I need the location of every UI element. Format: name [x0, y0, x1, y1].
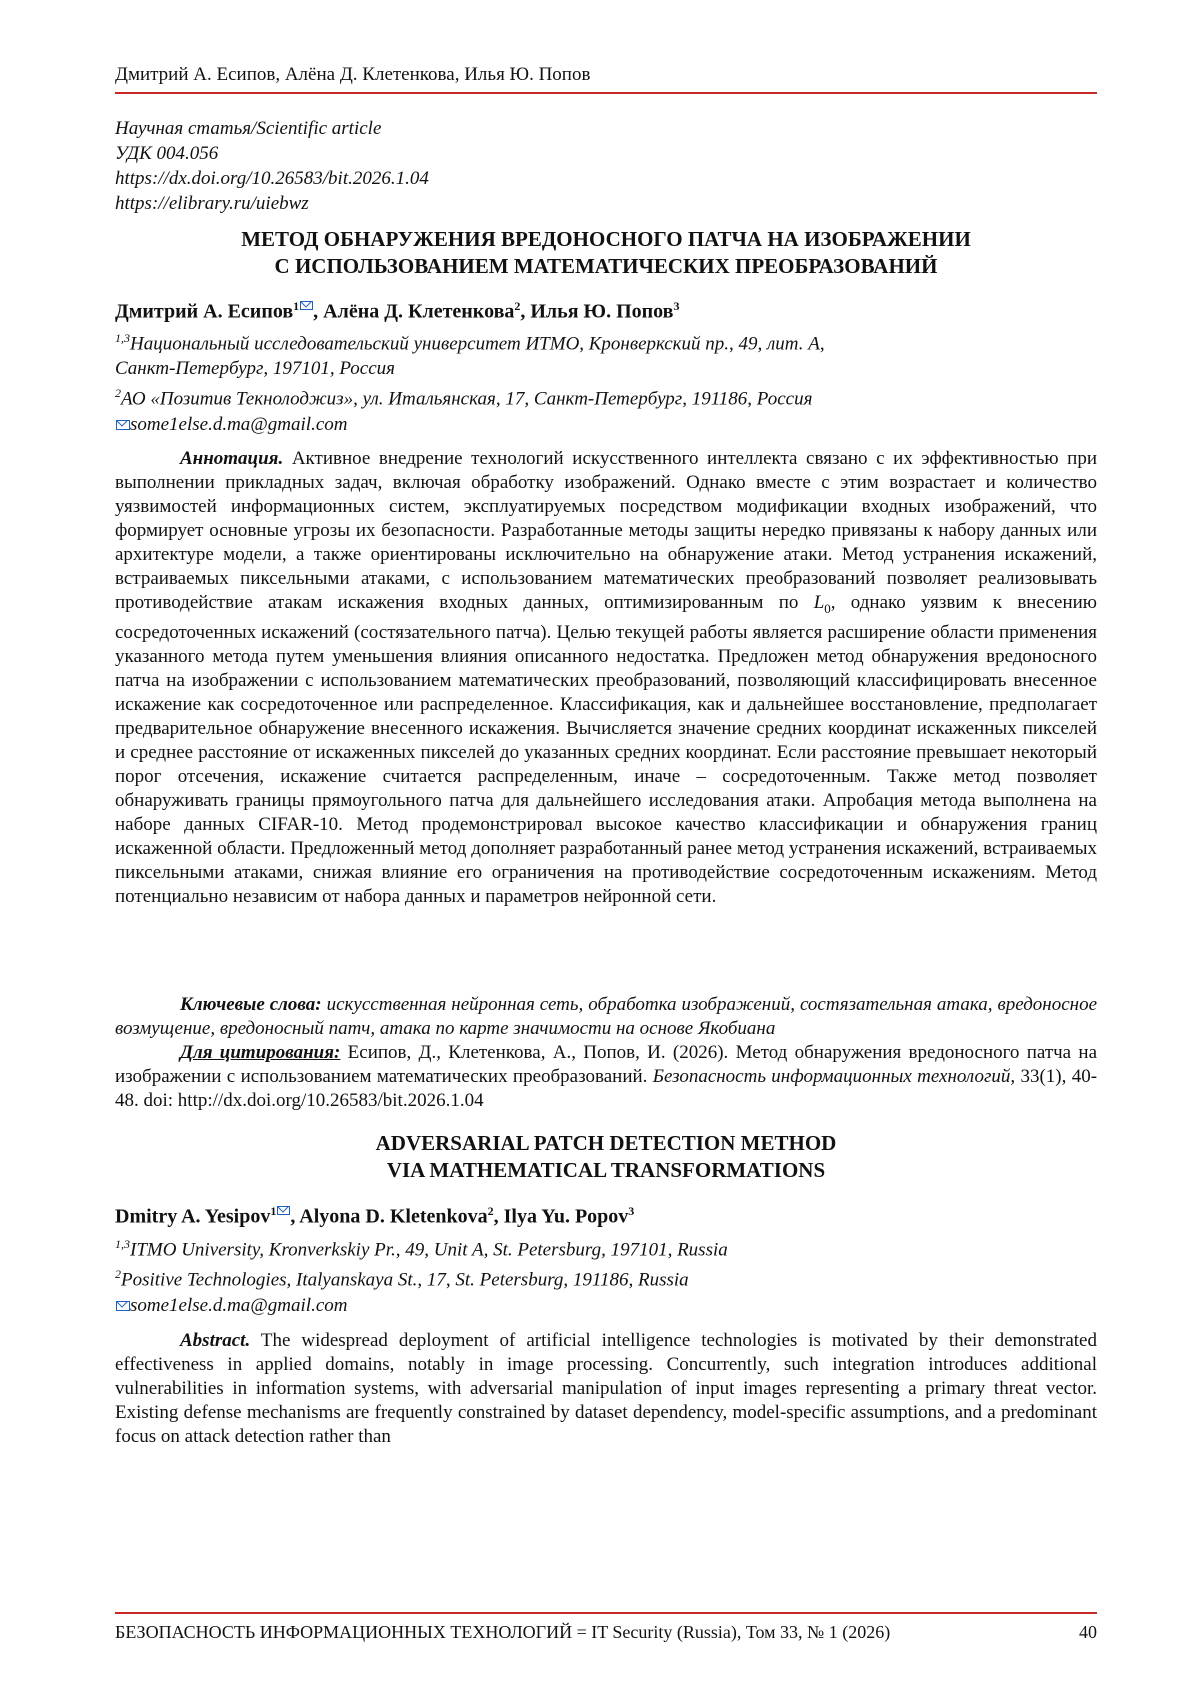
- en-author-1-sup: 1: [270, 1204, 277, 1218]
- en-title: [115, 1130, 1097, 1184]
- footer-divider: [115, 1612, 1097, 1614]
- ru-authors: [115, 299, 679, 324]
- ru-author-2: , Алёна Д. Клетенкова: [313, 300, 515, 323]
- en-author-3: , Ilya Yu. Popov: [493, 1205, 629, 1228]
- ru-abstract-text-1: Активное внедрение технологий искусственного интеллекта связано с их эффективностью при выполнении прикладных задач, включая обработку изображений. Однако вместе с этим возрастает и количество уязвимостей информационных систем, эксплуатируемых посредством модификации входных изображений, что формирует основные угрозы их безопасности. Разработанные методы защиты нередко привязаны к набору данных или архитектуре модели, а также ориентированы исключительно на обнаружение атаки. Метод устранения искажений, встраиваемых пиксельными атаками, с использованием математических преобразований позволяет реализовывать противодействие атакам искажения входных данных, оптимизированным по: [115, 448, 1097, 613]
- ru-keywords: [115, 993, 1097, 1041]
- ru-title: [115, 226, 1097, 280]
- en-author-1: Dmitry A. Yesipov: [115, 1205, 271, 1228]
- ru-aff1-line2: Санкт-Петербург, 197101, Россия: [115, 358, 395, 380]
- ru-author-3: , Илья Ю. Попов: [520, 300, 674, 323]
- ru-aff1-line1: Национальный исследовательский университет ИТМО, Кронверкский пр., 49, лит. А,: [130, 333, 825, 355]
- en-title-line1: ADVERSARIAL PATCH DETECTION METHOD: [375, 1131, 837, 1155]
- en-abstract-label: Abstract.: [180, 1330, 251, 1351]
- ru-cite-label: Для цитирования:: [180, 1042, 341, 1063]
- ru-aff2-sup: 2: [115, 386, 121, 401]
- ru-title-line1: МЕТОД ОБНАРУЖЕНИЯ ВРЕДОНОСНОГО ПАТЧА НА ИЗОБРАЖЕНИИ: [241, 227, 971, 251]
- ru-keywords-text: искусственная нейронная сеть, обработка изображений, состязательная атака, вредоносное возмущение, вредоносный патч, атака по карте значимости на основе Якобиана: [115, 994, 1098, 1039]
- en-aff1-sup: 1,3: [115, 1237, 130, 1251]
- en-author-2-sup: 2: [487, 1204, 494, 1218]
- article-meta: [115, 116, 429, 216]
- ru-email[interactable]: some1else.d.ma@gmail.com: [130, 413, 348, 435]
- en-affiliations: [115, 1232, 728, 1318]
- mail-icon: [116, 1301, 130, 1311]
- elibrary-link[interactable]: https://elibrary.ru/uiebwz: [115, 193, 309, 214]
- en-email[interactable]: some1else.d.ma@gmail.com: [130, 1294, 348, 1316]
- article-type: Научная статья/Scientific article: [115, 118, 382, 139]
- page-number: 40: [1079, 1622, 1097, 1642]
- doi-link[interactable]: https://dx.doi.org/10.26583/bit.2026.1.04: [115, 168, 429, 189]
- mail-icon[interactable]: [277, 1206, 290, 1215]
- ru-abstract-math: L: [813, 592, 825, 613]
- en-abstract-text: The widespread deployment of artificial intelligence technologies is motivated by their demonstrated effectiveness in applied domains, notably in image processing. Concurrently, such integration introduces additional vulnerabilities in information systems, with adversarial manipulation of input images representing a primary threat vector. Existing defense mechanisms are frequently constrained by dataset dependency, model-specific assumptions, and a predominant focus on attack detection rather than: [115, 1330, 1097, 1447]
- ru-abstract-math-sub: 0: [824, 600, 831, 616]
- ru-title-line2: С ИСПОЛЬЗОВАНИЕМ МАТЕМАТИЧЕСКИХ ПРЕОБРАЗОВАНИЙ: [274, 254, 938, 278]
- footer-journal: БЕЗОПАСНОСТЬ ИНФОРМАЦИОННЫХ ТЕХНОЛОГИЙ = IT Security (Russia), Том 33, № 1 (2026): [115, 1622, 891, 1642]
- en-abstract: [115, 1329, 1097, 1449]
- ru-abstract-label: Аннотация.: [180, 448, 284, 469]
- ru-cite-tail: 33(1), 40-48. doi: http://dx.doi.org/10.26583/bit.2026.1.04: [115, 1066, 1098, 1111]
- en-author-2: , Alyona D. Kletenkova: [290, 1205, 488, 1228]
- en-aff2-line: Positive Technologies, Italyanskaya St., 17, St. Petersburg, 191186, Russia: [121, 1269, 689, 1291]
- ru-cite-journal: Безопасность информационных технологий,: [652, 1066, 1016, 1087]
- mail-icon: [116, 420, 130, 430]
- en-aff1-line: ITMO University, Kronverkskiy Pr., 49, Unit A, St. Petersburg, 197101, Russia: [130, 1239, 728, 1261]
- en-aff2-sup: 2: [115, 1267, 121, 1282]
- header-divider: [115, 92, 1097, 94]
- ru-affiliations: [115, 326, 825, 437]
- ru-citation: [115, 1041, 1097, 1113]
- en-title-line2: VIA MATHEMATICAL TRANSFORMATIONS: [386, 1158, 826, 1182]
- running-header: Дмитрий А. Есипов, Алёна Д. Клетенкова, Илья Ю. Попов: [115, 64, 591, 85]
- ru-author-2-sup: 2: [514, 299, 521, 313]
- ru-author-3-sup: 3: [673, 299, 680, 313]
- footer: [115, 1622, 1097, 1643]
- ru-cite-text: Есипов, Д., Клетенкова, А., Попов, И. (2026). Метод обнаружения вредоносного патча на изображении с использованием математических преобразований.: [115, 1042, 1098, 1087]
- ru-abstract-text-2: , однако уязвим к внесению сосредоточенных искажений (состязательного патча). Целью текущей работы является расширение области применения указанного метода путем уменьшения влияния описанного недостатка. Предложен метод обнаружения вредоносного патча на изображении с использованием математических преобразований, позволяющий классифицировать внесенное искажение как сосредоточенное или распределенное. Классификация, как и дальнейшее восстановление, предполагает предварительное обнаружение внесенного искажения. Вычисляется значение средних координат искаженных пикселей и среднее расстояние от искаженных пикселей до указанных средних координат. Если расстояние превышает некоторый порог отсечения, искажение считается распределенным, иначе – сосредоточенным. Также метод позволяет обнаруживать границы прямоугольного патча для дальнейшего исследования атаки. Апробация метода выполнена на наборе данных CIFAR-10. Метод продемонстрировал высокое качество классификации и обнаружения границ искаженной области. Предложенный метод дополняет разработанный ранее метод устранения искажений, встраиваемых пиксельными атаками, снижая влияние его ограничения на противодействие сосредоточенным искажениям. Метод потенциально независим от набора данных и параметров нейронной сети.: [115, 592, 1098, 907]
- en-authors: [115, 1204, 634, 1229]
- ru-aff2-line: АО «Позитив Текнолоджиз», ул. Итальянская, 17, Санкт-Петербург, 191186, Россия: [121, 388, 813, 410]
- ru-author-1: Дмитрий А. Есипов: [115, 300, 294, 323]
- mail-icon[interactable]: [300, 301, 313, 310]
- ru-keywords-label: Ключевые слова:: [180, 994, 322, 1015]
- ru-aff1-sup: 1,3: [115, 331, 130, 345]
- ru-abstract: [115, 447, 1097, 909]
- en-author-3-sup: 3: [628, 1204, 635, 1218]
- udc-code: УДК 004.056: [115, 143, 219, 164]
- ru-author-1-sup: 1: [293, 299, 300, 313]
